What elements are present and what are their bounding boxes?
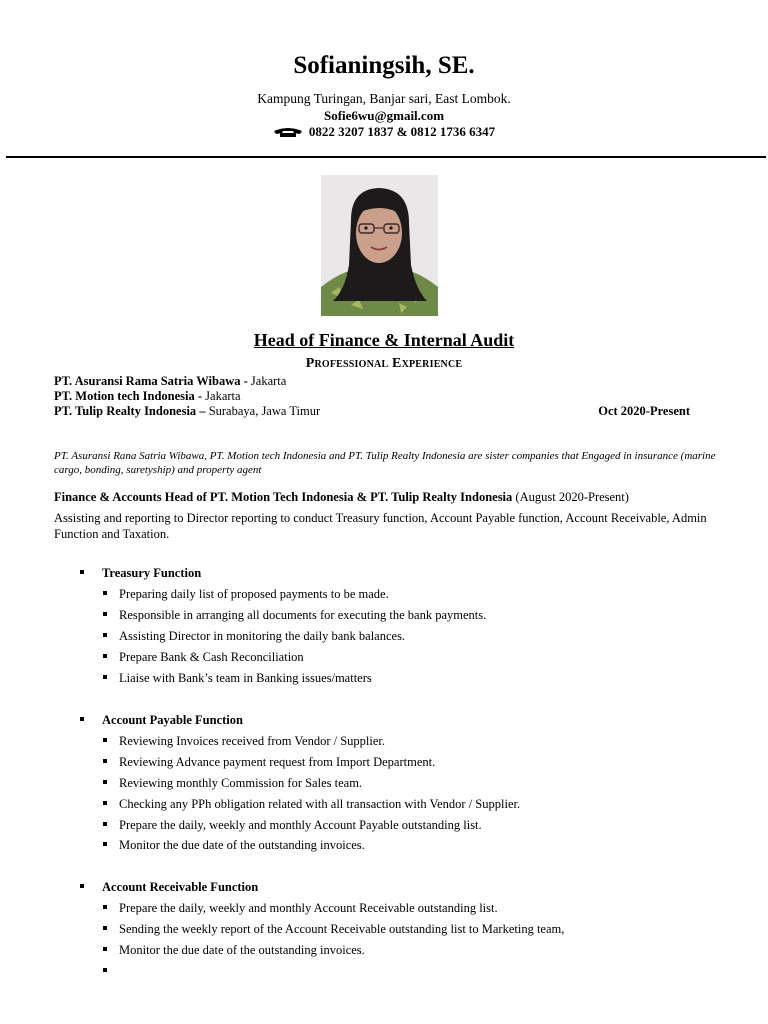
bullet-icon [103, 780, 107, 784]
list-item: Prepare Bank & Cash Reconciliation [103, 650, 304, 665]
company-name: PT. Tulip Realty Indonesia – [54, 404, 206, 418]
role-dates: (August 2020-Present) [512, 490, 629, 504]
list-item: Assisting Director in monitoring the daily bank balances. [103, 629, 405, 644]
bullet-icon [103, 591, 107, 595]
company-name: PT. Motion tech Indonesia - [54, 389, 203, 403]
list-item: Monitor the due date of the outstanding invoices. [103, 838, 365, 853]
company-location: Jakarta [247, 374, 287, 388]
list-item: Sending the weekly report of the Account Receivable outstanding list to Marketing team, [103, 922, 564, 937]
bullet-icon [103, 675, 107, 679]
bullet-icon [103, 759, 107, 763]
list-item: Reviewing monthly Commission for Sales team. [103, 776, 362, 791]
candidate-name: Sofianingsih, SE. [293, 52, 475, 79]
list-item: Prepare the daily, weekly and monthly Account Receivable outstanding list. [103, 901, 498, 916]
bullet-icon [103, 633, 107, 637]
company-name: PT. Asuransi Rama Satria Wibawa - [54, 374, 248, 388]
company-line [54, 374, 286, 389]
bullet-icon [80, 884, 84, 888]
address: Kampung Turingan, Banjar sari, East Lombok. [257, 91, 511, 106]
bullet-icon [103, 842, 107, 846]
company-line [54, 404, 320, 419]
company-line [54, 389, 241, 404]
list-item: Prepare the daily, weekly and monthly Account Payable outstanding list. [103, 818, 482, 833]
bullet-icon [80, 717, 84, 721]
list-item [103, 964, 119, 979]
section-title: Professional Experience [305, 356, 463, 371]
role-line [54, 490, 629, 505]
bullet-icon [103, 947, 107, 951]
phone-numbers: 0822 3207 1837 & 0812 1736 6347 [308, 124, 496, 139]
company-location: Jakarta [202, 389, 241, 403]
list-item: Preparing daily list of proposed payments to be made. [103, 587, 389, 602]
header-divider [6, 156, 766, 158]
bullet-icon [80, 570, 84, 574]
profile-photo [321, 175, 438, 316]
list-item: Reviewing Invoices received from Vendor / Supplier. [103, 734, 385, 749]
job-title: Head of Finance & Internal Audit [253, 330, 515, 350]
role-title: Finance & Accounts Head of PT. Motion Tech Indonesia & PT. Tulip Realty Indonesia [54, 490, 513, 504]
function-title: Treasury Function [80, 566, 201, 581]
list-item: Checking any PPh obligation related with all transaction with Vendor / Supplier. [103, 797, 520, 812]
bullet-icon [103, 801, 107, 805]
list-item: Monitor the due date of the outstanding invoices. [103, 943, 365, 958]
role-description: Assisting and reporting to Director reporting to conduct Treasury function, Account Payable function, Account Receivable, Admin Function and Taxation. [54, 511, 707, 541]
employment-period: Oct 2020-Present [598, 404, 690, 418]
function-title: Account Payable Function [80, 713, 243, 728]
bullet-icon [103, 654, 107, 658]
phone-line [0, 124, 768, 141]
telephone-icon [273, 125, 303, 141]
bullet-icon [103, 822, 107, 826]
email[interactable]: Sofie6wu@gmail.com [323, 108, 445, 123]
companies-description: PT. Asuransi Rana Satria Wibawa, PT. Motion tech Indonesia and PT. Tulip Realty Indonesia are sister companies that Engaged in insurance (marine cargo, bonding, suretyship) and property agent [54, 450, 716, 476]
company-location: Surabaya, Jawa Timur [205, 404, 321, 418]
bullet-icon [103, 968, 107, 972]
list-item: Liaise with Bank’s team in Banking issues/matters [103, 671, 372, 686]
bullet-icon [103, 612, 107, 616]
bullet-icon [103, 738, 107, 742]
bullet-icon [103, 926, 107, 930]
list-item: Reviewing Advance payment request from Import Department. [103, 755, 435, 770]
bullet-icon [103, 905, 107, 909]
function-title: Account Receivable Function [80, 880, 258, 895]
list-item: Responsible in arranging all documents for executing the bank payments. [103, 608, 486, 623]
